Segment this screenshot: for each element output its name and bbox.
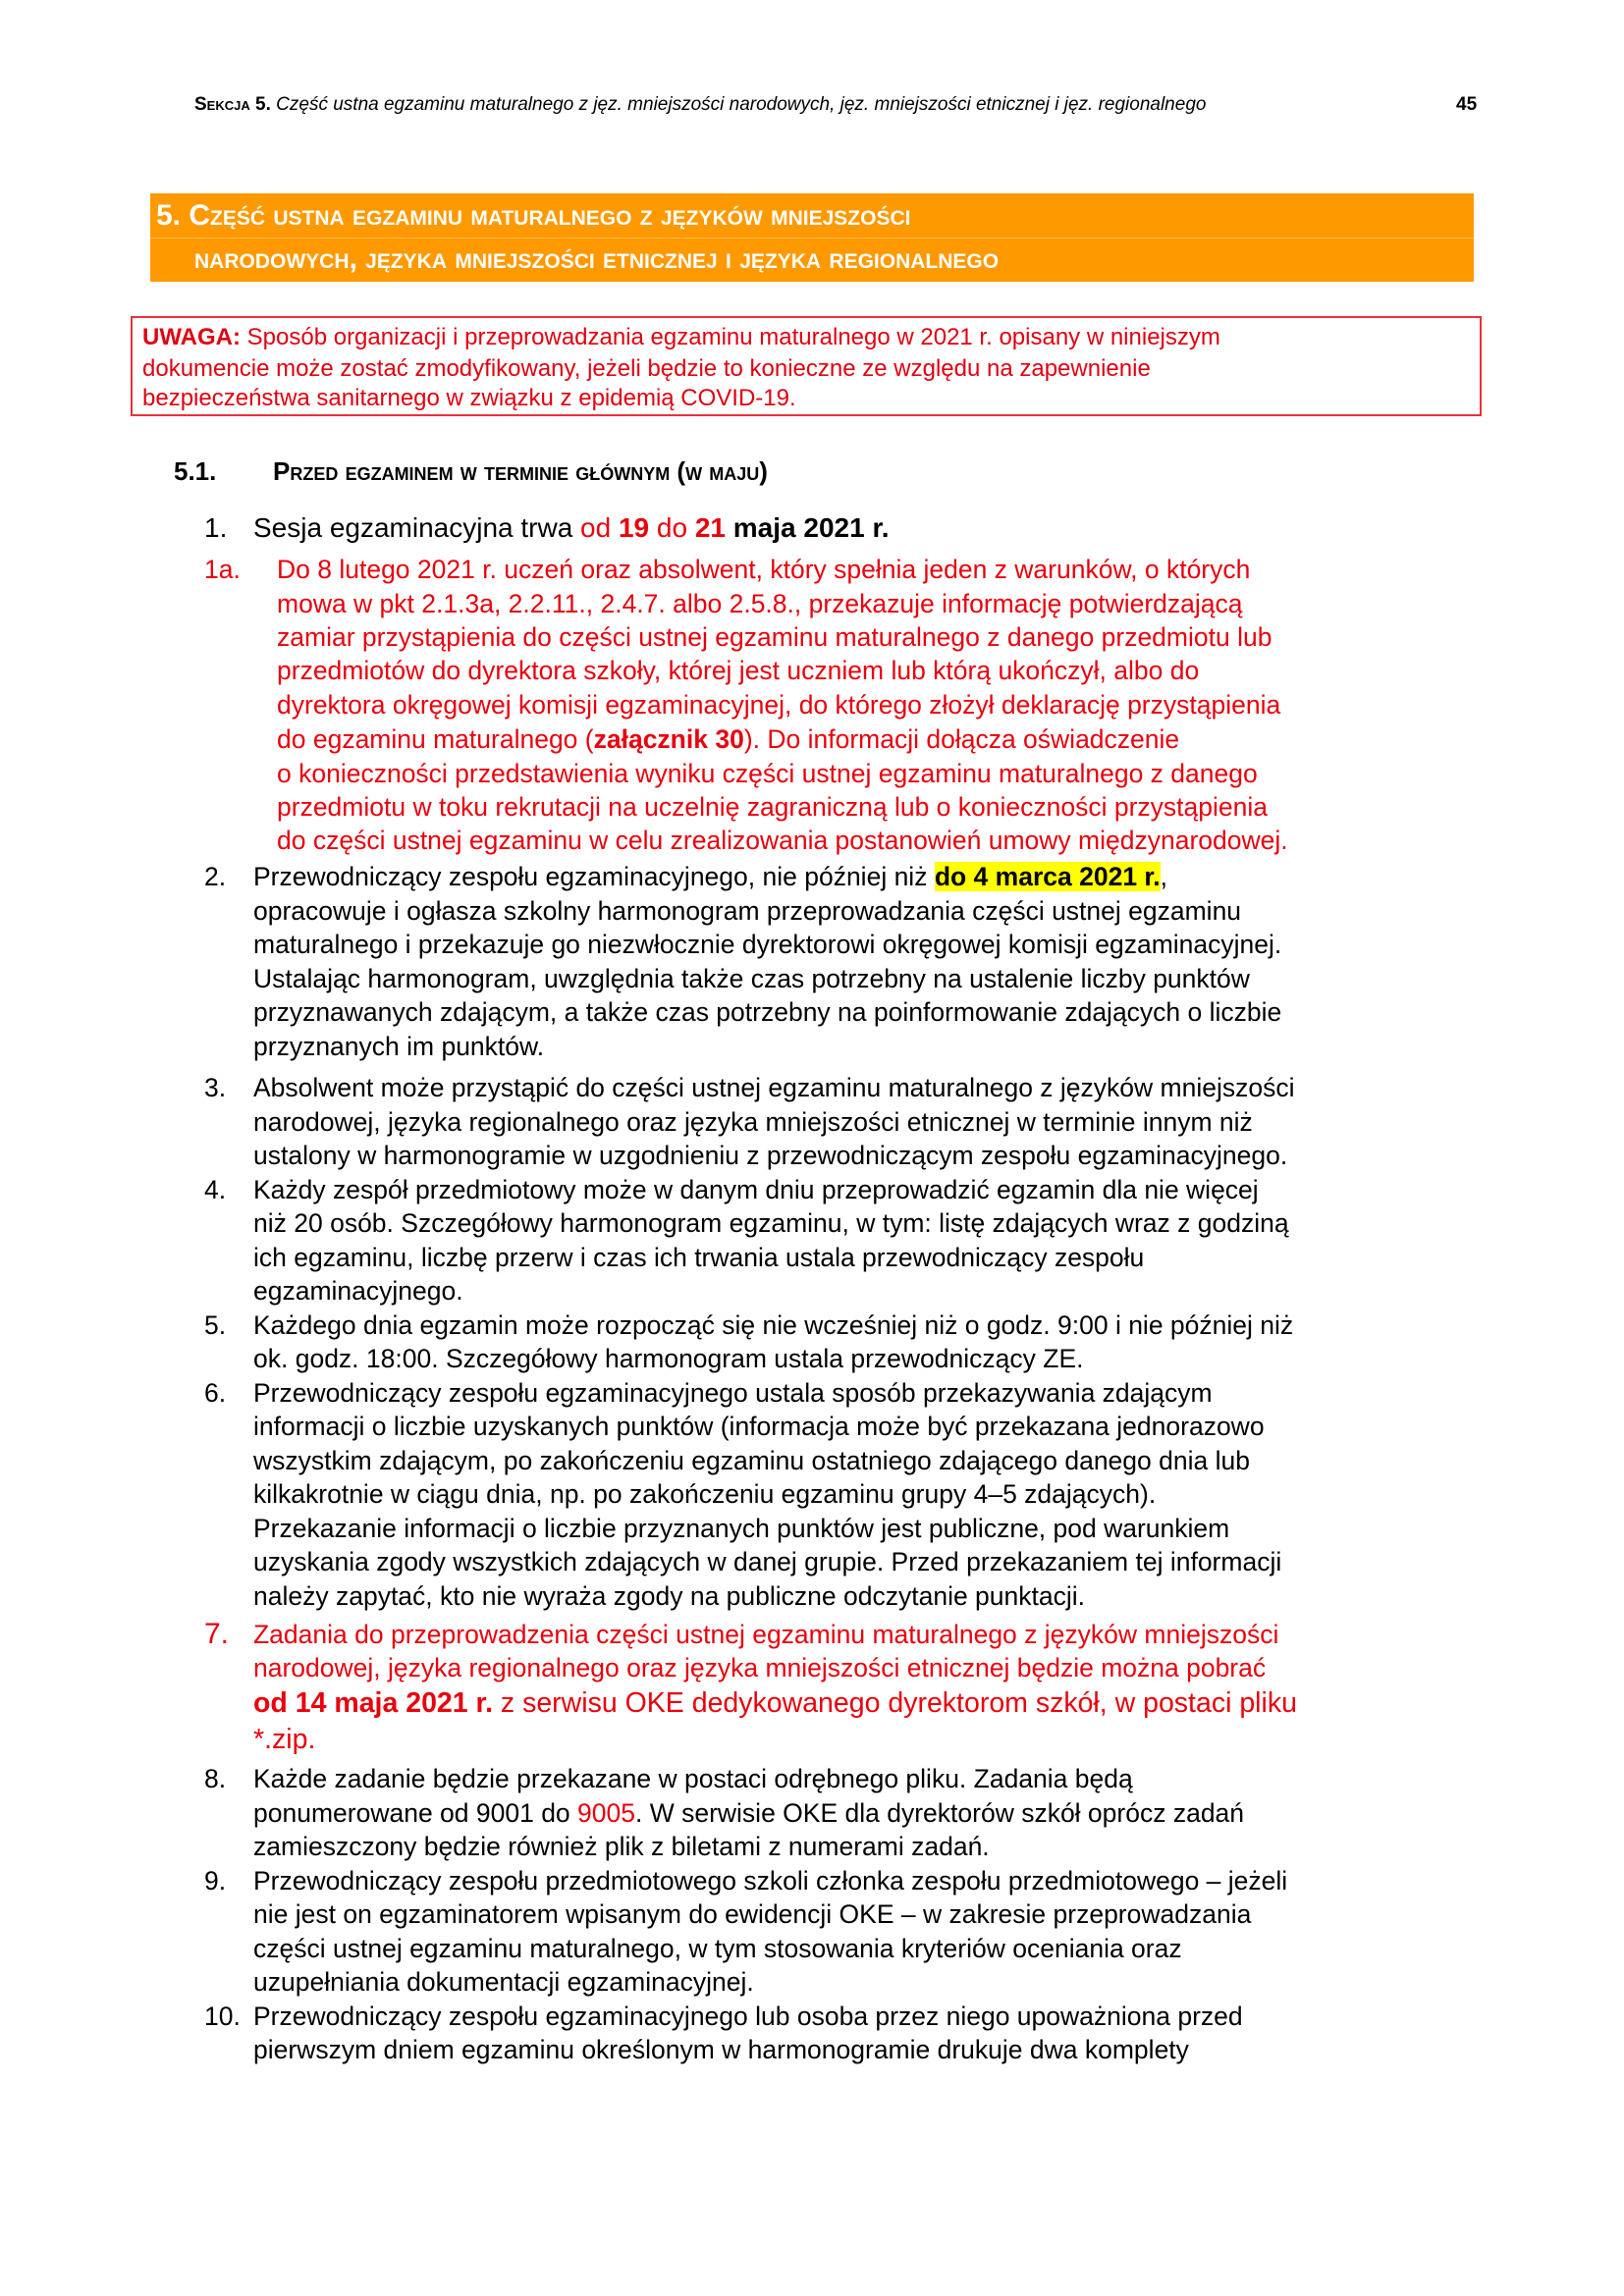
list-item-line: przedmiotów do dyrektora szkoły, której jest uczniem lub którą ukończył, albo do — [277, 656, 1200, 685]
highlighted-date: do 4 marca 2021 r. — [934, 862, 1161, 891]
list-item-line: Każdy zespół przedmiotowy może w danym dniu przeprowadzić egzamin dla nie więcej — [253, 1175, 1259, 1204]
list-item-line: Przewodniczący zespołu egzaminacyjnego ustala sposób przekazywania zdającym — [253, 1378, 1213, 1408]
list-item-line: Zadania do przeprowadzenia części ustnej egzaminu maturalnego z języków mniejszości — [253, 1620, 1279, 1649]
text: Przewodniczący zespołu egzaminacyjnego, nie później niż — [253, 862, 935, 891]
list-item-line: zamiar przystąpienia do części ustnej egzaminu maturalnego z danego przedmiotu lub — [277, 622, 1272, 652]
list-marker: 8. — [204, 1764, 227, 1793]
section-number: 5.1. — [174, 456, 217, 486]
chapter-title-line1: 5. Część ustna egzaminu maturalnego z języków mniejszości — [156, 199, 911, 232]
list-marker: 1a. — [204, 555, 241, 584]
list-item-line: narodowej, języka regionalnego oraz języka mniejszości etnicznej w terminie innym niż — [253, 1107, 1253, 1137]
text: od — [580, 512, 619, 543]
header-section-label: Sekcja 5. — [194, 94, 271, 115]
text: . W serwisie OKE dla dyrektorów szkół oprócz zadań — [635, 1798, 1245, 1828]
list-marker: 3. — [204, 1073, 227, 1102]
text: 21 — [694, 512, 726, 543]
list-marker: 1. — [204, 512, 228, 543]
notice-box — [131, 316, 1482, 416]
list-item — [253, 513, 890, 543]
task-number: 9005 — [577, 1798, 635, 1828]
list-item-line: pierwszym dniem egzaminu określonym w harmonogramie drukuje dwa komplety — [253, 2035, 1189, 2064]
list-item-line: Przekazanie informacji o liczbie przyznanych punktów jest publiczne, pod warunkiem — [253, 1514, 1230, 1543]
text: ponumerowane od 9001 do — [253, 1798, 578, 1828]
list-marker: 6. — [204, 1378, 227, 1408]
list-item-line: Przewodniczący zespołu egzaminacyjnego lub osoba przez niego upoważniona przed — [253, 2002, 1243, 2031]
list-item-line: Przewodniczący zespołu przedmiotowego szkoli członka zespołu przedmiotowego – jeżeli — [253, 1866, 1288, 1896]
text: do — [649, 512, 695, 543]
notice-label: UWAGA: — [142, 324, 241, 350]
list-item-line: ich egzaminu, liczbę przerw i czas ich trwania ustala przewodniczący zespołu — [253, 1243, 1145, 1272]
header-section — [194, 94, 1206, 116]
list-item-line: nie jest on egzaminatorem wpisanym do ewidencji OKE – w zakresie przeprowadzania — [253, 1899, 1252, 1929]
list-item-line: mowa w pkt 2.1.3a, 2.2.11., 2.4.7. albo 2.5.8., przekazuje informację potwierdzającą — [277, 589, 1243, 618]
list-item-line — [253, 862, 1167, 891]
text: z serwisu OKE dedykowanego dyrektorom szkół, w postaci pliku — [493, 1687, 1297, 1719]
list-item-line: Każdego dnia egzamin może rozpocząć się nie wcześniej niż o godz. 9:00 i nie później niż — [253, 1310, 1294, 1340]
attachment-ref: załącznik 30 — [593, 724, 744, 754]
text: ). Do informacji dołącza oświadczenie — [743, 724, 1180, 754]
list-item-line: Do 8 lutego 2021 r. uczeń oraz absolwent, który spełnia jeden z warunków, o których — [277, 555, 1251, 584]
header-section-title: Część ustna egzaminu maturalnego z jęz. mniejszości narodowych, jęz. mniejszości etnicznej i jęz. regionalnego — [276, 94, 1207, 115]
notice-line: dokumencie może zostać zmodyfikowany, jeżeli będzie to konieczne ze względu na zapewnienie — [142, 355, 1151, 382]
banner-divider — [150, 238, 1474, 239]
list-marker: 10. — [204, 2002, 241, 2031]
list-item-line: *.zip. — [253, 1724, 316, 1755]
list-item-line: maturalnego i przekazuje go niezwłocznie dyrektorowi okręgowej komisji egzaminacyjnej. — [253, 930, 1282, 959]
list-item-line: przyznawanych zdającym, a także czas potrzebny na poinformowanie zdających o liczbie — [253, 997, 1282, 1027]
list-item-line: przedmiotu w toku rekrutacji na uczelnię zagraniczną lub o konieczności przystąpienia — [277, 792, 1268, 822]
list-item-line: narodowej, języka regionalnego oraz języka mniejszości etnicznej będzie można pobrać — [253, 1653, 1267, 1682]
list-item-line: ustalony w harmonogramie w uzgodnieniu z przewodniczącym zespołu egzaminacyjnego. — [253, 1141, 1288, 1170]
notice-line — [142, 324, 1220, 351]
list-item-line — [253, 1798, 1244, 1828]
section-title: Przed egzaminem w terminie głównym (w maju) — [273, 456, 768, 486]
list-item-line: przyznanych im punktów. — [253, 1032, 545, 1061]
list-item-line — [253, 1688, 1297, 1718]
notice-text: Sposób organizacji i przeprowadzania egzaminu maturalnego w 2021 r. opisany w niniejszym — [240, 324, 1220, 350]
list-marker: 2. — [204, 862, 227, 891]
list-item-line: zamieszczony będzie również plik z biletami z numerami zadań. — [253, 1832, 990, 1861]
text: maja 2021 r. — [726, 512, 890, 543]
list-item-line: Ustalając harmonogram, uwzględnia także czas potrzebny na ustalenie liczby punktów — [253, 964, 1250, 993]
list-item-line: ok. godz. 18:00. Szczegółowy harmonogram ustala przewodniczący ZE. — [253, 1344, 1084, 1373]
list-marker: 4. — [204, 1175, 227, 1204]
text: do egzaminu maturalnego ( — [277, 724, 594, 754]
list-item-line: wszystkim zdającym, po zakończeniu egzaminu ostatniego zdającego danego dnia lub — [253, 1446, 1250, 1475]
list-item-line: egzaminacyjnego. — [253, 1276, 463, 1306]
release-date: od 14 maja 2021 r. — [253, 1687, 493, 1719]
text: , — [1160, 862, 1168, 891]
list-item-line: części ustnej egzaminu maturalnego, w tym stosowania kryteriów oceniania oraz — [253, 1934, 1182, 1963]
list-item-line: uzupełniania dokumentacji egzaminacyjnej. — [253, 1967, 754, 1997]
chapter-title-line2: narodowych, języka mniejszości etnicznej i języka regionalnego — [194, 242, 1000, 275]
list-item-line: dyrektora okręgowej komisji egzaminacyjnej, do którego złożył deklarację przystąpienia — [277, 690, 1281, 720]
list-marker: 7. — [204, 1618, 230, 1650]
text: Sesja egzaminacyjna trwa — [253, 512, 581, 543]
list-item-line: Absolwent może przystąpić do części ustnej egzaminu maturalnego z języków mniejszości — [253, 1073, 1295, 1102]
list-item-line: należy zapytać, kto nie wyraża zgody na publiczne odczytanie punktacji. — [253, 1581, 1086, 1611]
text: 19 — [618, 512, 650, 543]
chapter-banner — [150, 193, 1474, 282]
list-marker: 5. — [204, 1310, 227, 1340]
list-item-line: kilkakrotnie w ciągu dnia, np. po zakończeniu egzaminu grupy 4–5 zdających). — [253, 1479, 1157, 1509]
list-item-line: uzyskania zgody wszystkich zdających w danej grupie. Przed przekazaniem tej informacji — [253, 1547, 1282, 1576]
list-marker: 9. — [204, 1866, 227, 1896]
list-item-line: Każde zadanie będzie przekazane w postaci odrębnego pliku. Zadania będą — [253, 1764, 1133, 1793]
list-item-line: niż 20 osób. Szczegółowy harmonogram egzaminu, w tym: listę zdających wraz z godziną — [253, 1208, 1289, 1238]
page-number: 45 — [1456, 94, 1478, 115]
list-item-line: o konieczności przedstawienia wyniku części ustnej egzaminu maturalnego z danego — [277, 759, 1258, 788]
list-item-line: opracowuje i ogłasza szkolny harmonogram przeprowadzania części ustnej egzaminu — [253, 896, 1242, 926]
list-item-line: informacji o liczbie uzyskanych punktów (informacja może być przekazana jednorazowo — [253, 1412, 1265, 1441]
notice-line: bezpieczeństwa sanitarnego w związku z epidemią COVID-19. — [142, 385, 796, 411]
list-item-line: do części ustnej egzaminu w celu zrealizowania postanowień umowy międzynarodowej. — [277, 826, 1288, 855]
list-item-line — [277, 724, 1179, 754]
